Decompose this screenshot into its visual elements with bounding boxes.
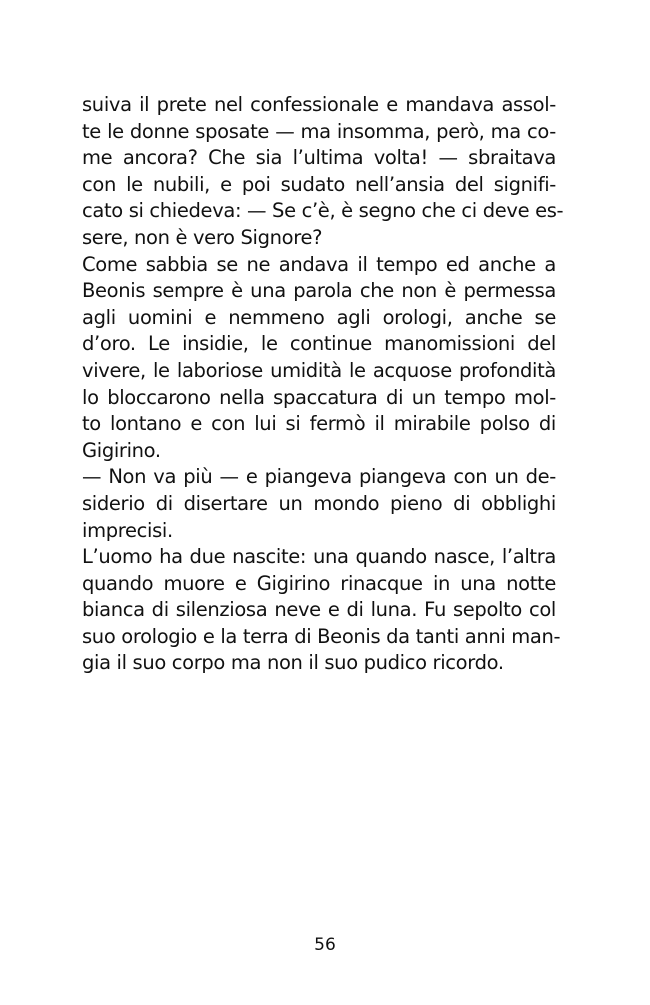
text-line: me ancora? Che sia l’ultima volta! — sbraitava bbox=[82, 146, 556, 170]
text-line: d’oro. Le insidie, le continue manomissioni del bbox=[82, 332, 556, 356]
text-line: lo bloccarono nella spaccatura di un tempo mol- bbox=[82, 385, 556, 409]
text-line: quando muore e Gigirino rinacque in una notte bbox=[82, 571, 556, 595]
text-line: — Non va più — e piangeva piangeva con un de- bbox=[82, 465, 556, 489]
text-line: imprecisi. bbox=[82, 518, 173, 542]
text-line: bianca di silenziosa neve e di luna. Fu sepolto col bbox=[82, 598, 556, 622]
text-line: Gigirino. bbox=[82, 438, 161, 462]
text-line: con le nubili, e poi sudato nell’ansia del signifi- bbox=[82, 172, 556, 196]
text-line: agli uomini e nemmeno agli orologi, anche se bbox=[82, 305, 556, 329]
text-line: cato si chiedeva: — Se c’è, è segno che ci deve es- bbox=[82, 199, 564, 223]
body-text bbox=[82, 92, 564, 677]
text-line: siderio di disertare un mondo pieno di obblighi bbox=[82, 491, 556, 515]
text-line: suiva il prete nel confessionale e mandava assol- bbox=[82, 93, 556, 116]
page-number: 56 bbox=[314, 935, 336, 955]
text-line: sere, non è vero Signore? bbox=[82, 225, 323, 249]
text-line: suo orologio e la terra di Beonis da tanti anni man- bbox=[82, 624, 561, 648]
text-line: Beonis sempre è una parola che non è permessa bbox=[82, 279, 556, 303]
text-line: L’uomo ha due nascite: una quando nasce, l’altra bbox=[82, 545, 556, 569]
text-line: te le donne sposate — ma insomma, però, ma co- bbox=[82, 119, 556, 143]
text-line: gia il suo corpo ma non il suo pudico ricordo. bbox=[82, 651, 504, 675]
text-line: vivere, le laboriose umidità le acquose profondità bbox=[82, 358, 556, 382]
text-line: to lontano e con lui si fermò il mirabile polso di bbox=[82, 412, 556, 436]
text-line: Come sabbia se ne andava il tempo ed anche a bbox=[82, 252, 556, 276]
